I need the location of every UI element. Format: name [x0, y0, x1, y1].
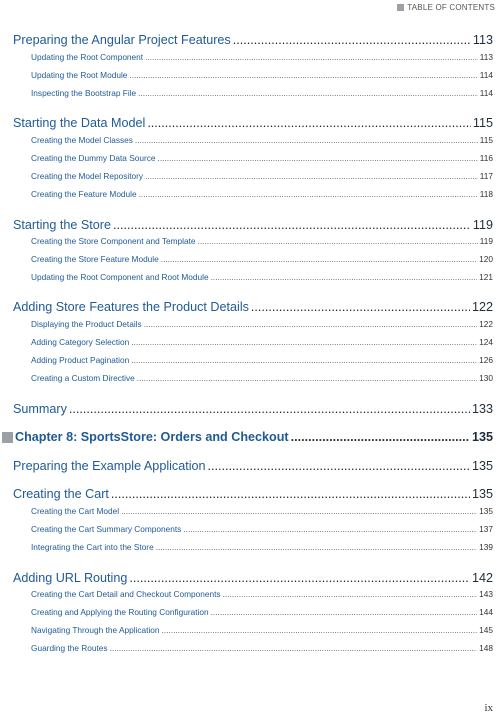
- chapter-heading[interactable]: [2, 430, 493, 444]
- toc-section[interactable]: [13, 402, 493, 416]
- toc-entry-page: 113: [472, 33, 493, 47]
- running-header-label: TABLE OF CONTENTS: [407, 3, 495, 12]
- toc-entry-page: 139: [479, 542, 493, 552]
- toc-entry-title: Adding Product Pagination: [31, 355, 130, 365]
- toc-entry-title: Adding URL Routing: [13, 571, 128, 585]
- toc-entry-page: 142: [471, 571, 493, 585]
- toc-subsection[interactable]: [31, 506, 493, 516]
- toc-entry-title: Creating the Cart Model: [31, 506, 120, 516]
- toc-entry-page: 143: [479, 589, 493, 599]
- toc-entry-title: Creating the Model Repository: [31, 171, 144, 181]
- dot-leader: [135, 135, 478, 145]
- toc-section[interactable]: [13, 487, 493, 501]
- toc-subsection[interactable]: [31, 643, 493, 653]
- toc-entry-title: Updating the Root Component: [31, 52, 144, 62]
- toc-entry-title: Creating the Cart Summary Components: [31, 524, 182, 534]
- toc-entry-page: 122: [471, 300, 493, 314]
- dot-leader: [147, 116, 471, 130]
- dot-leader: [113, 218, 471, 232]
- toc-entry-page: 122: [479, 319, 493, 329]
- toc-entry-title: Inspecting the Bootstrap File: [31, 88, 137, 98]
- toc-entry-title: Creating the Cart Detail and Checkout Components: [31, 589, 221, 599]
- dot-leader: [111, 487, 470, 501]
- dot-leader: [251, 300, 470, 314]
- dot-leader: [137, 373, 477, 383]
- toc-section[interactable]: [13, 116, 493, 130]
- dot-leader: [129, 70, 477, 80]
- toc-subsection[interactable]: [31, 135, 493, 145]
- toc-subsection[interactable]: [31, 153, 493, 163]
- toc-entry-title: Starting the Data Model: [13, 116, 146, 130]
- dot-leader: [131, 355, 477, 365]
- dot-leader: [223, 589, 478, 599]
- chapter-square-icon: [2, 432, 13, 443]
- toc-entry-title: Integrating the Cart into the Store: [31, 542, 154, 552]
- dot-leader: [211, 607, 478, 617]
- toc-subsection[interactable]: [31, 88, 493, 98]
- toc-section[interactable]: [13, 571, 493, 585]
- toc-entry-page: 144: [479, 607, 493, 617]
- dot-leader: [145, 52, 478, 62]
- toc-subsection[interactable]: [31, 607, 493, 617]
- dot-leader: [183, 524, 477, 534]
- toc-entry-title: Creating the Store Component and Template: [31, 236, 196, 246]
- toc-entry-title: Preparing the Angular Project Features: [13, 33, 231, 47]
- dot-leader: [291, 430, 470, 444]
- toc-entry-title: Creating the Model Classes: [31, 135, 133, 145]
- dot-leader: [161, 254, 477, 264]
- toc-entry-title: Adding Store Features the Product Details: [13, 300, 249, 314]
- toc-entry-title: Creating a Custom Directive: [31, 373, 135, 383]
- toc-entry-page: 113: [479, 52, 493, 62]
- toc-entry-title: Creating the Feature Module: [31, 189, 137, 199]
- dot-leader: [198, 236, 478, 246]
- toc-subsection[interactable]: [31, 189, 493, 199]
- toc-subsection[interactable]: [31, 337, 493, 347]
- toc-entry-page: 114: [479, 70, 493, 80]
- dot-leader: [156, 542, 477, 552]
- toc-entry-page: 135: [471, 459, 493, 473]
- toc-subsection[interactable]: [31, 625, 493, 635]
- toc-entry-title: Chapter 8: SportsStore: Orders and Checkout: [15, 430, 289, 444]
- dot-leader: [211, 272, 478, 282]
- page-number: ix: [484, 702, 493, 714]
- toc-entry-title: Displaying the Product Details: [31, 319, 142, 329]
- toc-section[interactable]: [13, 33, 493, 47]
- toc-section[interactable]: [13, 218, 493, 232]
- dot-leader: [158, 153, 478, 163]
- toc-entry-page: 135: [471, 430, 493, 444]
- toc-subsection[interactable]: [31, 355, 493, 365]
- toc-subsection[interactable]: [31, 542, 493, 552]
- dot-leader: [129, 571, 470, 585]
- toc-subsection[interactable]: [31, 589, 493, 599]
- dot-leader: [145, 171, 478, 181]
- toc-entry-title: Summary: [13, 402, 67, 416]
- dot-leader: [233, 33, 471, 47]
- toc-entry-title: Updating the Root Component and Root Module: [31, 272, 209, 282]
- toc-section[interactable]: [13, 300, 493, 314]
- toc-entry-page: 119: [479, 236, 493, 246]
- toc-entry-page: 124: [479, 337, 493, 347]
- toc-entry-page: 145: [479, 625, 493, 635]
- toc-entry-page: 115: [472, 116, 493, 130]
- toc-subsection[interactable]: [31, 52, 493, 62]
- toc-entry-page: 114: [479, 88, 493, 98]
- toc-entry-title: Preparing the Example Application: [13, 459, 206, 473]
- toc-entry-title: Creating the Dummy Data Source: [31, 153, 156, 163]
- toc-entry-page: 117: [479, 171, 493, 181]
- toc-subsection[interactable]: [31, 319, 493, 329]
- toc-entry-title: Creating the Store Feature Module: [31, 254, 159, 264]
- toc-entry-title: Adding Category Selection: [31, 337, 130, 347]
- toc-entry-page: 120: [479, 254, 493, 264]
- dot-leader: [208, 459, 470, 473]
- toc-subsection[interactable]: [31, 272, 493, 282]
- toc-entry-page: 118: [479, 189, 493, 199]
- toc-entry-title: Guarding the Routes: [31, 643, 108, 653]
- toc-entry-title: Creating and Applying the Routing Configuration: [31, 607, 209, 617]
- toc-section[interactable]: [13, 459, 493, 473]
- toc-entry-title: Updating the Root Module: [31, 70, 128, 80]
- dot-leader: [162, 625, 478, 635]
- dot-leader: [131, 337, 477, 347]
- toc-subsection[interactable]: [31, 236, 493, 246]
- dot-leader: [121, 506, 477, 516]
- dot-leader: [139, 189, 478, 199]
- toc-subsection[interactable]: [31, 373, 493, 383]
- toc-subsection[interactable]: [31, 171, 493, 181]
- toc-subsection[interactable]: [31, 254, 493, 264]
- dot-leader: [69, 402, 470, 416]
- toc-entry-page: 119: [472, 218, 493, 232]
- toc-entry-title: Creating the Cart: [13, 487, 109, 501]
- toc-subsection[interactable]: [31, 524, 493, 534]
- toc-entry-page: 135: [479, 506, 493, 516]
- dot-leader: [138, 88, 478, 98]
- toc-entry-page: 148: [479, 643, 493, 653]
- toc-entry-page: 137: [479, 524, 493, 534]
- toc-entry-page: 133: [471, 402, 493, 416]
- toc-entry-page: 126: [479, 355, 493, 365]
- toc-entry-page: 115: [479, 135, 493, 145]
- toc-entry-page: 121: [479, 272, 493, 282]
- toc-entry-page: 130: [479, 373, 493, 383]
- toc-entry-page: 116: [479, 153, 493, 163]
- toc-subsection[interactable]: [31, 70, 493, 80]
- dot-leader: [110, 643, 478, 653]
- toc-entry-title: Starting the Store: [13, 218, 112, 232]
- toc-entry-page: 135: [471, 487, 493, 501]
- dot-leader: [144, 319, 477, 329]
- toc-entry-title: Navigating Through the Application: [31, 625, 160, 635]
